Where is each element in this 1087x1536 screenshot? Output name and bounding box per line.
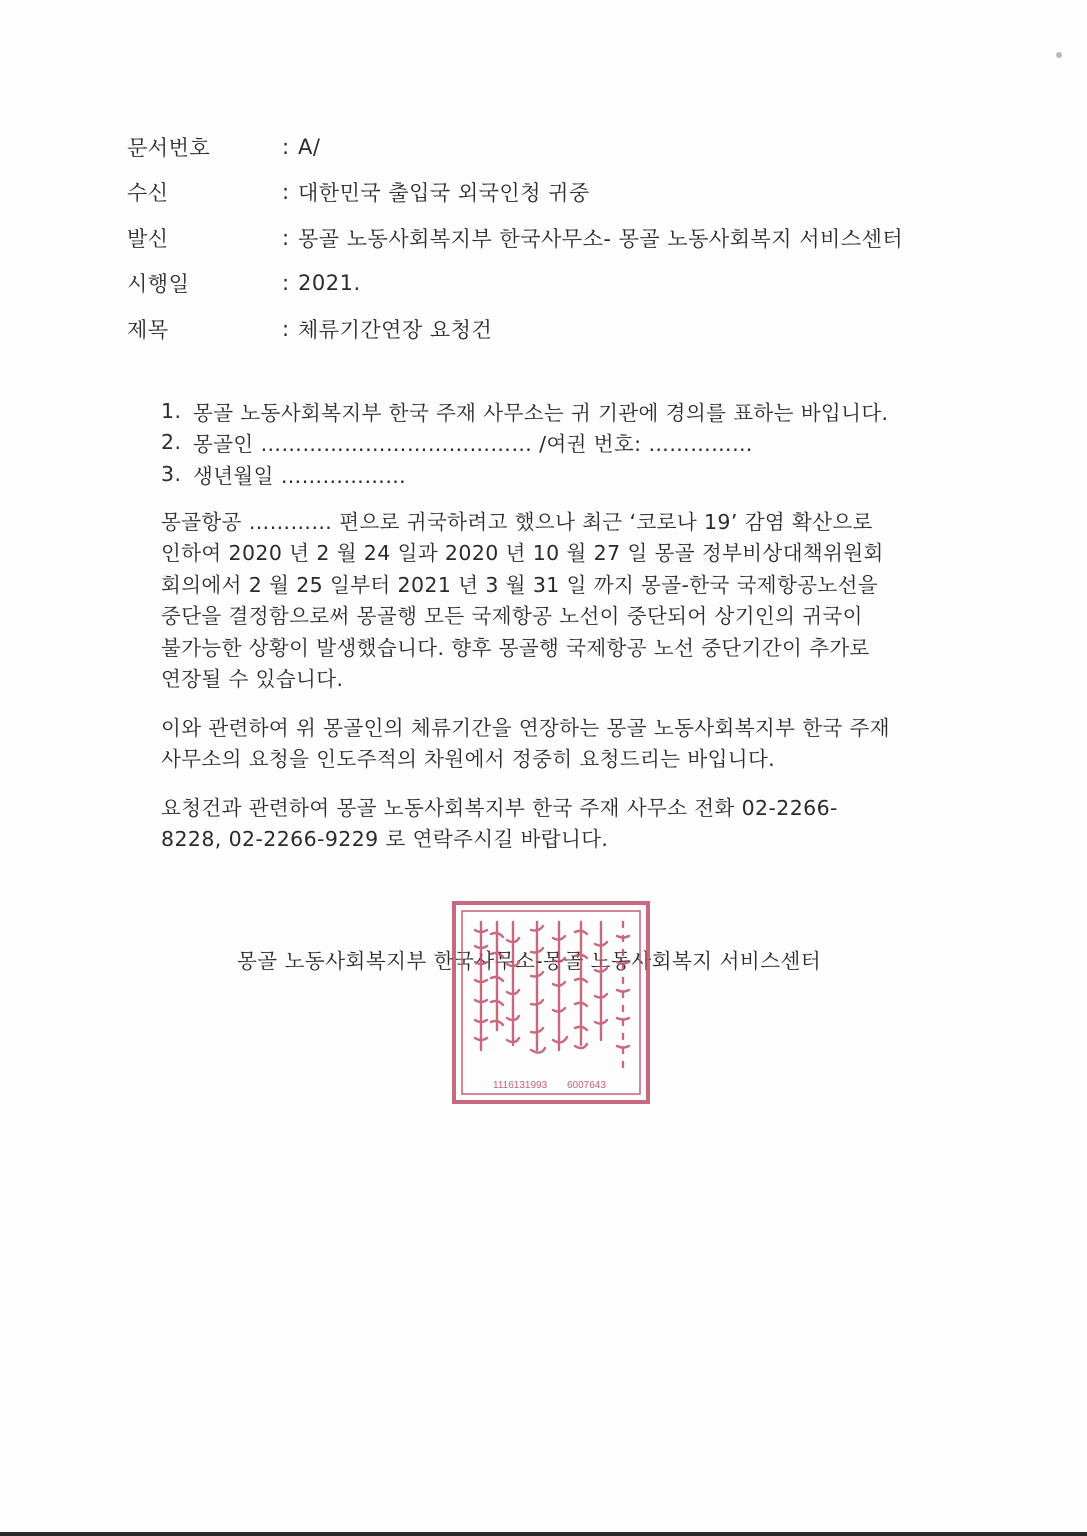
paragraph-line: 몽골항공 ………… 편으로 귀국하려고 했으나 최근 ‘코로나 19’ 감염 확산으로	[161, 509, 873, 534]
paragraph-line: 8228, 02-2266-9229 로 연락주시길 바랍니다.	[161, 827, 609, 851]
header-separator: :	[282, 271, 290, 296]
paragraph-line: 불가능한 상황이 발생했습니다. 향후 몽골행 국제항공 노선 중단기간이 추가로	[161, 635, 870, 660]
header-value: 몽골 노동사회복지부 한국사무소- 몽골 노동사회복지 서비스센터	[298, 226, 904, 251]
item-number: 3.	[161, 461, 182, 486]
paragraph-flight-suspension	[161, 507, 961, 696]
header-value: 2021.	[298, 271, 361, 296]
item-text: 생년월일 ………………	[193, 463, 407, 488]
header-value: 체류기간연장 요청건	[298, 317, 493, 342]
seal-number-left: 1116131993	[493, 1080, 548, 1091]
paragraph-line: 연장될 수 있습니다.	[161, 667, 344, 691]
header-separator: :	[282, 225, 290, 250]
header-label: 제목	[127, 317, 169, 342]
item-number: 1.	[161, 398, 182, 423]
numbered-item	[161, 427, 961, 459]
header-separator: :	[282, 316, 290, 341]
signature-line: 몽골 노동사회복지부 한국사무소-몽골 노동사회복지 서비스센터	[237, 949, 822, 973]
document-header	[127, 124, 1007, 352]
paragraph-line: 요청건과 관련하여 몽골 노동사회복지부 한국 주재 사무소 전화 02-2266-	[161, 795, 838, 820]
header-row-date	[127, 261, 1007, 307]
paragraph-line: 이와 관련하여 위 몽골인의 체류기간을 연장하는 몽골 노동사회복지부 한국 주재	[161, 715, 890, 740]
document-body	[161, 395, 961, 856]
paragraph-contact	[161, 793, 961, 856]
header-value: A/	[298, 134, 321, 159]
seal-number-right: 6007643	[567, 1080, 606, 1091]
numbered-item	[161, 458, 961, 490]
header-row-doc-number	[127, 124, 1007, 170]
official-seal-stamp	[451, 900, 651, 1105]
header-label: 발신	[127, 226, 169, 251]
paragraph-line: 회의에서 2 월 25 일부터 2021 년 3 월 31 일 까지 몽골-한국 국제항공노선을	[161, 572, 879, 597]
item-text: 몽골 노동사회복지부 한국 주재 사무소는 귀 기관에 경의를 표하는 바입니다.	[193, 400, 889, 425]
scan-bottom-edge	[0, 1532, 1087, 1536]
scan-dot	[1056, 52, 1062, 58]
header-row-subject	[127, 306, 1007, 352]
paragraph-line: 중단을 결정함으로써 몽골행 모든 국제항공 노선이 중단되어 상기인의 귀국이	[161, 604, 863, 628]
header-label: 시행일	[127, 272, 190, 297]
header-separator: :	[282, 180, 290, 205]
item-text: 몽골인 ………………………………… /여권 번호: ……………	[193, 432, 753, 457]
numbered-item	[161, 395, 961, 427]
header-separator: :	[282, 134, 290, 159]
item-number: 2.	[161, 430, 182, 455]
paragraph-request	[161, 713, 961, 776]
paragraph-line: 인하여 2020 년 2 월 24 일과 2020 년 10 월 27 일 몽골 정부비상대책위원회	[161, 541, 884, 565]
header-label: 문서번호	[127, 135, 211, 160]
header-row-recipient	[127, 170, 1007, 216]
paragraph-line: 사무소의 요청을 인도주적의 차원에서 정중히 요청드리는 바입니다.	[161, 747, 776, 771]
header-value: 대한민국 출입국 외국인청 귀중	[298, 181, 590, 206]
header-row-sender	[127, 215, 1007, 261]
header-label: 수신	[127, 181, 169, 206]
